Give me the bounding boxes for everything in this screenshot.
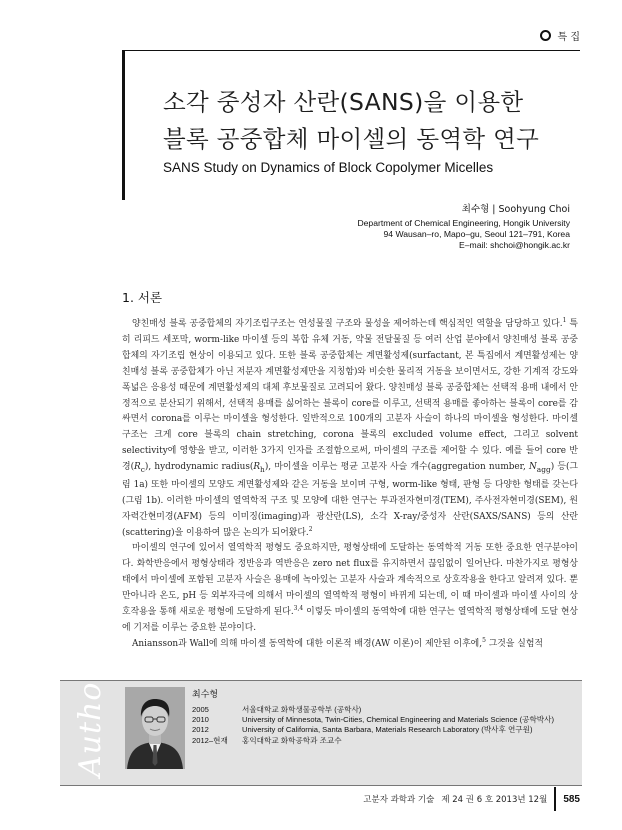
author-byline	[462, 201, 570, 215]
section-tag-label: 특 집	[557, 32, 580, 43]
article-title	[163, 84, 593, 158]
career-row	[192, 705, 554, 715]
symbol-subscript: agg	[536, 464, 551, 474]
paragraph	[122, 637, 578, 653]
page-footer	[363, 787, 580, 811]
paragraph	[122, 317, 578, 541]
reference-mark: 2	[308, 525, 313, 533]
circle-bullet-icon	[540, 30, 551, 41]
career-text: University of California, Santa Barbara, Materials Research Laboratory (박사후 연구원)	[242, 725, 533, 735]
author-vertical-label: Author	[73, 666, 108, 777]
career-row	[192, 715, 554, 725]
text-run: 양친매성 블록 공중합체의 자기조립구조는 연성물질 구조와 물성을 제어하는데 핵심적인 역할을 담당하고 있다.	[132, 319, 563, 329]
section-tag	[540, 28, 581, 43]
author-affiliation	[357, 218, 570, 251]
symbol-subscript: c	[140, 464, 145, 474]
career-year: 2005	[192, 705, 209, 714]
reference-mark: 5	[482, 636, 486, 644]
page-number: 585	[563, 793, 580, 805]
career-row	[192, 736, 554, 746]
text-run: 그것을 실험적	[485, 638, 543, 649]
text-run: 이렇듯 마이셀의 동역학에 대한 연구는 열역학적 평형상태에 도달 현상에 기저를 이루는 중요한 분야이다.	[122, 607, 578, 633]
text-run: 마이셀의 연구에 있어서 열역학적 평형도 중요하지만, 평형상태에 도달하는 동역학적 거동 또한 중요한 연구분야이다. 화학반응에서 평형상태라 정반응과 역반응은 zero net flux를 유지하면서 끊임없이 일어난다. 마찬가지로 평형상태에서 마이셀에 포함된 고분자 사슬은 용매에 녹아있는 고분자 사슬과 계속적으로 상호작용을 한다고 알려져 있다. 뿐만아니라 온도, pH 등 외부자극에 의해서 마이셀의 열역학적 평형이 바뀌게 되는데, 이 때 마이셀과 마이셀 사이의 상호작용을 통해 새로운 평형에 도달하게 된다.	[122, 543, 578, 618]
career-text: 서울대학교 화학생물공학부 (공학사)	[242, 705, 362, 714]
text-run: Aniansson과 Wall에 의해 마이셀 동역학에 대한 이론적 배경(AW 이론)이 제안된 이후에,	[132, 638, 483, 649]
title-line-1: 소각 중성자 산란(SANS)을 이용한	[163, 88, 524, 116]
reference-mark: 3,4	[293, 605, 304, 613]
career-year: 2012–현재	[192, 735, 228, 745]
career-text: 홍익대학교 화학공학과 조교수	[242, 735, 342, 745]
author-name-en: Soohyung Choi	[498, 204, 570, 215]
career-year: 2010	[192, 715, 209, 725]
symbol-subscript: h	[260, 464, 265, 474]
text-run: ), hydrodynamic radius(	[144, 462, 254, 473]
journal-name: 고분자 과학과 기술	[363, 795, 435, 805]
affiliation-line: Department of Chemical Engineering, Hongik University	[357, 218, 570, 228]
section-heading: 1. 서론	[122, 290, 163, 305]
paragraph	[122, 541, 578, 636]
author-photo	[125, 687, 185, 769]
symbol: R	[134, 462, 141, 473]
text-run: ), 마이셀을 이루는 평균 고분자 사슬 개수(aggregation number,	[264, 462, 530, 473]
top-rule	[122, 50, 580, 51]
author-career-table	[192, 705, 554, 746]
title-side-bar	[122, 50, 125, 200]
author-box-name: 최수형	[192, 690, 219, 700]
author-portrait-image	[125, 687, 185, 769]
career-row	[192, 725, 554, 735]
affiliation-email: E–mail: shchoi@hongik.ac.kr	[459, 240, 570, 250]
text-run: 특히 리피드 세포막, worm-like 마이셀 등의 복합 유체 거동, 약물 전달물질 등 여러 산업 분야에서 양친매성 블록 공중합체의 자기조립 현상이 이용되고 있다. 또한 블록 공중합체는 계면활성제(surfactant, 본 특집에서 계면활성제는 양친매성 블록 공중합체가 아닌 저분자 계면활성제만을 지칭함)와 비슷한 물리적 거동을 보이면서도, 강한 기계적 강도와 폭넓은 응용성 때문에 계면활성제의 대체 후보물질로 고려되어 왔다. 양친매성 블록 공중합체는 선택적 용매 내에서 안정적으로 분산되기 위해서, 선택적 용매를 싫어하는 블록이 core를 이루고, 선택적 용매를 좋아하는 블록이 core를 감싸면서 corona를 이루는 마이셀을 형성한다. 일반적으로 100개의 고분자 사슬이 하나의 마이셀을 형성한다. 마이셀 구조는 크게 core 블록의 chain stretching, corona 블록의 excluded volume effect, 그리고 solvent selectivity에 영향을 받고, 이러한 3가지 인자를 조절함으로써, 마이셀의 구조를 제어할 수 있다. 예를 들어 core 반경(	[122, 319, 578, 473]
author-name-kr: 최수형	[461, 204, 490, 215]
career-year: 2012	[192, 725, 209, 735]
reference-mark: 1	[562, 317, 567, 325]
affiliation-line: 94 Wausan–ro, Mapo–gu, Seoul 121–791, Korea	[383, 229, 570, 239]
byline-separator: |	[492, 204, 496, 215]
journal-issue: 제 24 권 6 호 2013년 12월	[441, 795, 548, 805]
title-line-2: 블록 공중합체 마이셀의 동역학 연구	[163, 125, 540, 153]
text-run: ) 등(그림 1a) 또한 마이셀의 모양도 계면활성제와 같은 거동을 보이며 구형, worm-like 형태, 판형 등 다양한 형태를 갖는다(그림 1b). 이러한 마이셀의 열역학적 구조 및 모양에 대한 연구는 투과전자현미경(TEM), 주사전자현미경(SEM), 원자력간현미경(AFM) 등의 이미징(imaging)과 광산란(LS), 소각 X-ray/중성자 산란(SAXS/SANS) 등의 산란(scattering)을 이용하여 많은 논의가 되어왔다.	[122, 462, 578, 538]
career-text: University of Minnesota, Twin-Cities, Chemical Engineering and Materials Science (공학박사)	[242, 715, 554, 725]
footer-divider	[554, 787, 556, 811]
symbol: R	[253, 462, 261, 473]
symbol: N	[529, 462, 537, 473]
english-title: SANS Study on Dynamics of Block Copolymer Micelles	[163, 160, 494, 175]
article-body	[122, 317, 578, 653]
